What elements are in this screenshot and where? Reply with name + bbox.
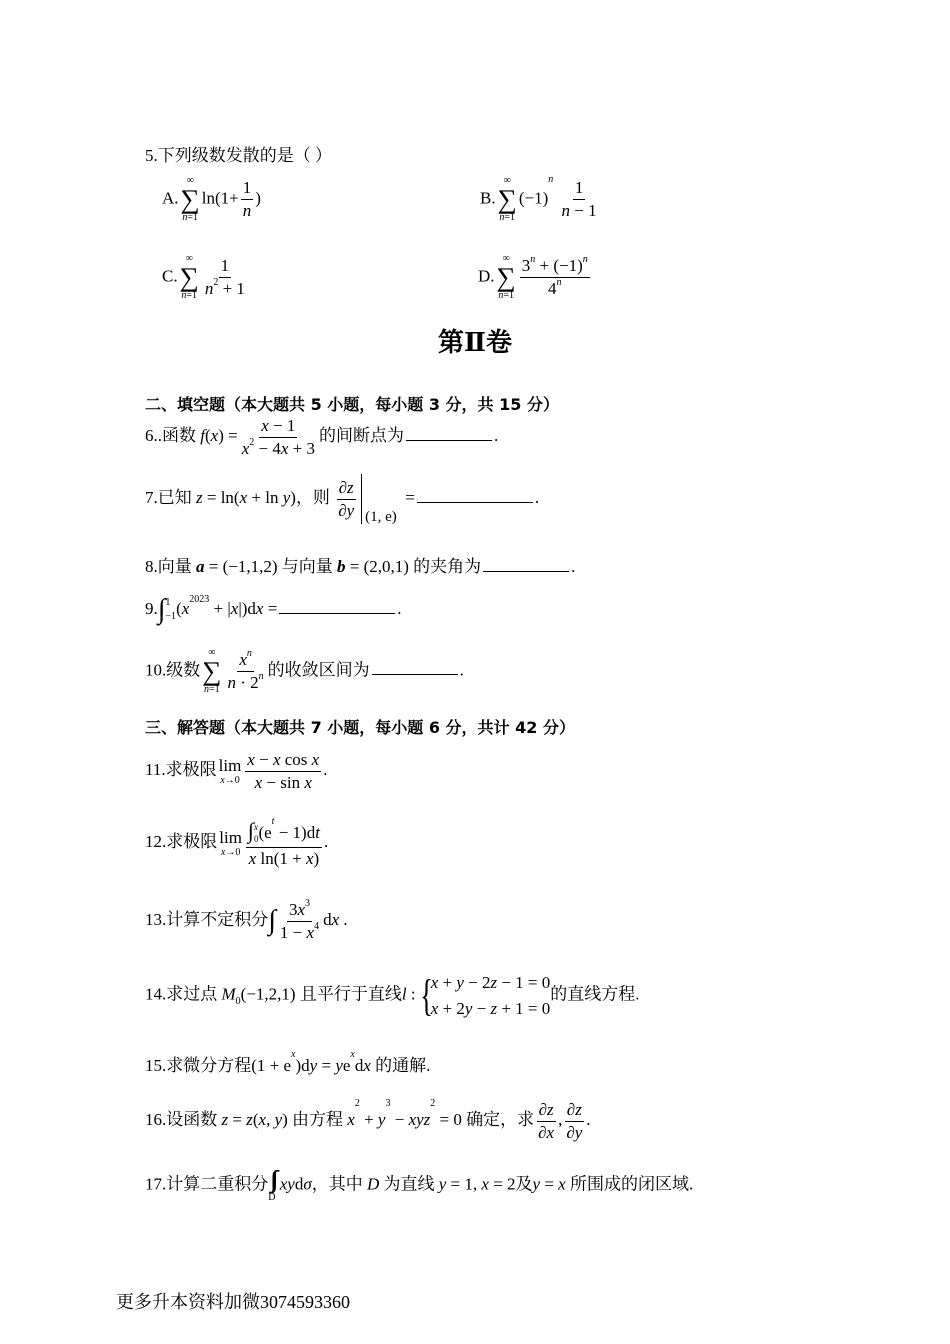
q17-prefix: 17.计算二重积分 [145,1174,269,1194]
q17-suffix: 所围成的闭区域. [569,1174,694,1194]
q6: 6..函数 f(x) = $\frac{x - 1}{x^2 - 4x + 3}$ 的间断点为 . [145,416,499,458]
q9-prefix: 9. [145,598,158,618]
part3-heading: 三、解答题（本大题共 7 小题，每小题 6 分，共计 42 分） [145,718,575,737]
q14-mid: 且平行于直线 [299,984,402,1004]
q16-mid: 由方程 [292,1109,344,1129]
part2-heading: 二、填空题（本大题共 5 小题，每小题 3 分，共 15 分） [145,395,559,414]
integral-sign: ∫ [268,905,276,937]
answer-blank[interactable] [372,673,458,675]
q14-prefix: 14.求过点 [145,984,218,1004]
fraction: $\frac{1}{n^2 + 1}$ [204,256,245,298]
q10-suffix: 的收敛区间为 [267,660,370,680]
q15-prefix: 15.求微分方程 [145,1056,252,1075]
summation: ∞ ∑ n=1 [179,253,199,301]
q16-prefix: 16.设函数 [145,1109,218,1129]
q15-suffix: 的通解. [375,1056,431,1075]
fraction: ∫ x 0 $(e^t - 1)dt$ x ln(1 + x) [247,816,320,868]
q11-prefix: 11.求极限 [145,759,217,779]
answer-blank[interactable] [406,439,492,441]
q6-suffix: 的间断点为 [318,425,404,445]
summation: ∞ ∑ n=1 [497,175,517,223]
limit-operator: lim x→0 [219,828,242,859]
q15: 15.求微分方程$(1 + e^x)dy = ye^xdx$ 的通解. [145,1049,431,1075]
q7: 7.已知 z = ln(x + ln y)，则 $\frac{\partial z}{\partial y}$ (1, e) = . [145,474,539,526]
summation: ∞ ∑ n=1 [180,175,200,223]
q13: 13.计算不定积分∫ $\frac{3x^3}{1 - x^4}$ dx . [145,898,348,942]
summation: ∞ ∑ n=1 [496,253,516,301]
q16: 16.设函数 z = z(x, y) 由方程 $x^2 + y^3 - xyz^2 = 0$ 确定，求 $\frac{\partial z}{\partial x}$ , $\frac{\partial z}{\partial y}$ . [145,1098,591,1142]
q14-suffix: 的直线方程. [550,984,640,1004]
q7-mid: ，则 [295,487,330,507]
q5-stem: 5.下列级数发散的是（ ） [145,146,332,165]
q17: 17.计算二重积分 D xydσ，其中 D 为直线 y = 1, x = 2及y = x 所围成的闭区域. [145,1168,693,1203]
option-c-label: C. [162,266,178,286]
q10: 10.级数 ∞ ∑ n=1 $\frac{x^n}{n \cdot 2^n}$ 的收敛区间为 . [145,647,464,695]
fraction: $\frac{x - 1}{x^2 - 4x + 3}$ [241,416,315,458]
integral-sign: ∫ [157,594,166,625]
fraction: $\frac{1}{n}$ [242,178,252,220]
q8-suffix: 的夹角为 [413,557,482,576]
q14: 14.求过点 $M_0(-1,2,1)$ 且平行于直线l :{ x + y − 2z − 1 = 0 x + 2y − z + 1 = 0 的直线方程. [145,970,640,1020]
q8: 8.向量 a = (−1,1,2) 与向量 b = (2,0,1) 的夹角为 . [145,557,576,576]
fraction: $\frac{3^n + (-1)^n}{4^n}$ [521,254,588,298]
option-d-label: D. [478,266,495,286]
fraction: $\frac{\partial z}{\partial y}$ [566,1100,583,1142]
fraction: $\frac{\partial z}{\partial y}$ [338,477,355,520]
q11: 11.求极限 lim x→0 $\frac{\text{x − x cos x}}{\text{x − sin x}}$ . [145,750,328,792]
fraction: $\frac{\partial z}{\partial x}$ [538,1100,555,1142]
q5-option-a: A. ∞ ∑ n=1 ln(1+ $\frac{1}{n}$ ) [162,175,261,223]
q17-mid: ，其中 [311,1174,363,1194]
footer-note: 更多升本资料加微3074593360 [116,1292,350,1312]
answer-blank[interactable] [417,501,533,503]
q9: 9.∫ 1 −1 $(x^{2023} + |x|)dx$ = . [145,594,402,625]
fraction: $\frac{3x^3}{1 - x^4}$ [279,898,320,942]
q13-prefix: 13.计算不定积分 [145,909,269,929]
q6-prefix: 6..函数 [145,425,196,445]
limit-operator: lim x→0 [218,756,242,787]
fraction: $\frac{x^n}{n \cdot 2^n}$ [227,648,264,692]
section-title: 第Ⅱ卷 [438,328,512,358]
q16-mid2: 确定，求 [466,1109,535,1129]
q12: 12.求极限 lim x→0 ∫ x 0 $(e^t - 1)dt$ x ln(1 + x) . [145,816,329,868]
q12-prefix: 12.求极限 [145,832,218,852]
q8-prefix: 8.向量 [145,557,192,576]
brace: { [419,970,433,1020]
evaluation-bar [361,474,362,524]
summation: ∞ ∑ n=1 [202,647,222,695]
q5-option-b: B. ∞ ∑ n=1 $(-1)^n$ $\frac{1}{n - 1}$ [480,174,597,223]
fraction: $\frac{\text{x − x cos x}}{\text{x − sin x}}$ [247,750,320,792]
q10-prefix: 10.级数 [145,660,201,680]
fraction: $\frac{1}{n - 1}$ [561,178,597,220]
option-a-label: A. [162,188,179,208]
q5-option-c [162,254,249,301]
answer-blank[interactable] [483,570,569,572]
double-integral: D [268,1192,276,1203]
q17-mid2: 为直线 [383,1174,435,1194]
option-b-label: B. [480,188,496,208]
answer-blank[interactable] [279,612,395,614]
q8-mid: 与向量 [281,557,333,576]
q5-option-d [478,254,592,301]
q7-prefix: 7.已知 [145,487,192,507]
